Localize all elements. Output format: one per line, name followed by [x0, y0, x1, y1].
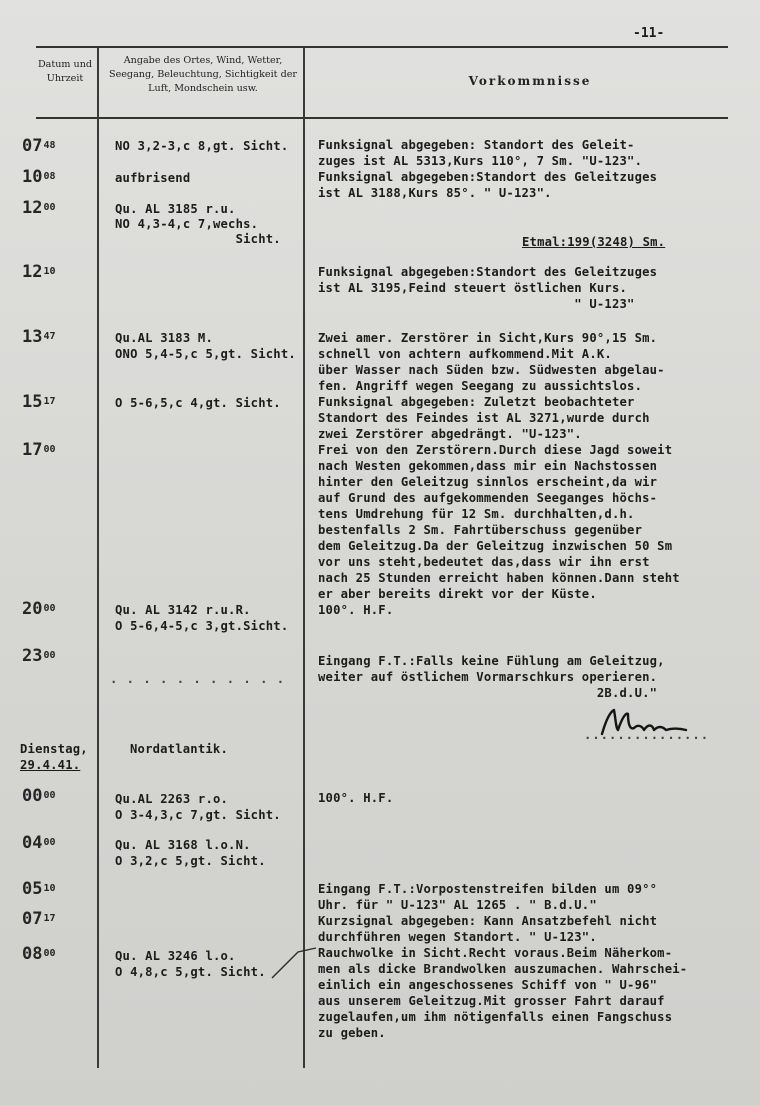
event-line: ist AL 3188,Kurs 85°. " U-123".: [318, 186, 552, 200]
time-cell: $07^{17}$: [22, 909, 56, 929]
event-line: zugelaufen,um ihm nötigenfalls einen Fangschuss: [318, 1010, 673, 1024]
event-line: durchführen wegen Standort. " U-123".: [318, 930, 597, 944]
event-line: nach 25 Stunden erreicht haben können.Dann steht: [318, 571, 680, 585]
place-line: Qu. AL 3168 l.o.N.: [115, 838, 251, 852]
time-cell: $20^{00}$: [22, 599, 56, 619]
place-line: O 3-4,3,c 7,gt. Sicht.: [115, 808, 281, 822]
event-line: zu geben.: [318, 1026, 386, 1040]
event-line: er aber bereits direkt vor der Küste.: [318, 587, 597, 601]
place-line: NO 3,2-3,c 8,gt. Sicht.: [115, 139, 289, 153]
time-cell: $17^{00}$: [22, 440, 56, 460]
time-cell: $04^{00}$: [22, 833, 56, 853]
place-line: Qu. AL 3246 l.o.: [115, 949, 236, 963]
event-line: bestenfalls 2 Sm. Fahrtüberschuss gegenüber: [318, 523, 643, 537]
event-line: Funksignal abgegeben:Standort des Geleitzuges: [318, 265, 658, 279]
event-line: 2B.d.U.": [318, 686, 658, 700]
event-line: über Wasser nach Süden bzw. Südwesten abgelau-: [318, 363, 665, 377]
time-cell: $13^{47}$: [22, 327, 56, 347]
time-cell: $12^{00}$: [22, 198, 56, 218]
event-line: nach Westen gekommen,dass mir ein Nachstossen: [318, 459, 658, 473]
event-line: vor uns steht,bedeutet das,dass wir ihn erst: [318, 555, 650, 569]
time-cell: $10^{08}$: [22, 167, 56, 187]
event-line: einlich ein angeschossenes Schiff von " U-96": [318, 978, 658, 992]
event-line: aus unserem Geleitzug.Mit grosser Fahrt darauf: [318, 994, 665, 1008]
event-line: Rauchwolke in Sicht.Recht voraus.Beim Näherkom-: [318, 946, 673, 960]
place-line: O 4,8,c 5,gt. Sicht.: [115, 965, 266, 979]
event-line: ist AL 3195,Feind steuert östlichen Kurs.: [318, 281, 628, 295]
time-cell: $12^{10}$: [22, 262, 56, 282]
place-line: aufbrisend: [115, 171, 191, 185]
page-number: -11-: [633, 26, 665, 41]
time-cell: $15^{17}$: [22, 392, 56, 412]
event-line: Funksignal abgegeben: Zuletzt beobachteter: [318, 395, 635, 409]
event-line: zuges ist AL 5313,Kurs 110°, 7 Sm. "U-123".: [318, 154, 643, 168]
time-cell: $08^{00}$: [22, 944, 56, 964]
header-events: Vorkommnisse: [468, 74, 592, 88]
place-line: ONO 5,4-5,c 5,gt. Sicht.: [115, 347, 296, 361]
place-line: O 5-6,4-5,c 3,gt.Sicht.: [115, 619, 289, 633]
place-line: O 5-6,5,c 4,gt. Sicht.: [115, 396, 281, 410]
event-line: Frei von den Zerstörern.Durch diese Jagd soweit: [318, 443, 673, 457]
event-line: Standort des Feindes ist AL 3271,wurde durch: [318, 411, 650, 425]
event-line: Zwei amer. Zerstörer in Sicht,Kurs 90°,15 Sm.: [318, 331, 658, 345]
event-line: 100°. H.F.: [318, 791, 394, 805]
signature-dots: ...............: [584, 728, 710, 742]
day-date: 29.4.41.: [20, 758, 81, 772]
event-line: hinter den Geleitzug sinnlos erscheint,da wir: [318, 475, 658, 489]
event-line: Kurzsignal abgegeben: Kann Ansatzbefehl nicht: [318, 914, 658, 928]
place-line: O 3,2,c 5,gt. Sicht.: [115, 854, 266, 868]
time-cell: $05^{10}$: [22, 879, 56, 899]
place-line: Qu.AL 3183 M.: [115, 331, 213, 345]
place-line: Qu. AL 3142 r.u.R.: [115, 603, 251, 617]
column-divider-1: [97, 48, 99, 1068]
time-cell: $23^{00}$: [22, 646, 56, 666]
column-divider-2: [303, 48, 305, 1068]
event-line: 100°. H.F.: [318, 603, 394, 617]
place-line: Sicht.: [115, 232, 281, 246]
place-line: NO 4,3-4,c 7,wechs.: [115, 217, 259, 231]
event-line: Funksignal abgegeben:Standort des Geleitzuges: [318, 170, 658, 184]
dotted-line: . . . . . . . . . . .: [110, 672, 286, 686]
event-line: dem Geleitzug.Da der Geleitzug inzwischen 50 Sm: [318, 539, 673, 553]
sea-area: Nordatlantik.: [130, 742, 228, 756]
etmal-note: Etmal:199(3248) Sm.: [522, 235, 666, 249]
event-line: fen. Angriff wegen Seegang zu aussichtslos.: [318, 379, 643, 393]
event-line: men als dicke Brandwolken auszumachen. Wahrschei-: [318, 962, 688, 976]
event-line: schnell von achtern aufkommend.Mit A.K.: [318, 347, 612, 361]
day-name: Dienstag,: [20, 742, 88, 756]
event-line: Eingang F.T.:Falls keine Fühlung am Geleitzug,: [318, 654, 665, 668]
event-line: Eingang F.T.:Vorpostenstreifen bilden um 09°°: [318, 882, 658, 896]
place-line: Qu.AL 2263 r.o.: [115, 792, 229, 806]
header-datetime: Datum und Uhrzeit: [37, 59, 93, 84]
handwritten-arrow-icon: [268, 944, 320, 984]
event-line: tens Umdrehung für 12 Sm. durchhalten,d.h.: [318, 507, 635, 521]
event-line: " U-123": [318, 297, 635, 311]
top-rule: [36, 46, 728, 48]
time-cell: $00^{00}$: [22, 786, 56, 806]
event-line: weiter auf östlichem Vormarschkurs operieren.: [318, 670, 658, 684]
event-line: Funksignal abgegeben: Standort des Geleit-: [318, 138, 635, 152]
time-cell: $07^{48}$: [22, 136, 56, 156]
event-line: auf Grund des aufgekommenden Seeganges höchs-: [318, 491, 658, 505]
place-line: Qu. AL 3185 r.u.: [115, 202, 236, 216]
header-place: Angabe des Ortes, Wind, Wetter, Seegang, Beleuchtung, Sichtigkeit der Luft, Mondschein usw.: [109, 55, 297, 94]
event-line: zwei Zerstörer abgedrängt. "U-123".: [318, 427, 582, 441]
event-line: Uhr. für " U-123" AL 1265 . " B.d.U.": [318, 898, 597, 912]
header-rule: [36, 117, 728, 119]
